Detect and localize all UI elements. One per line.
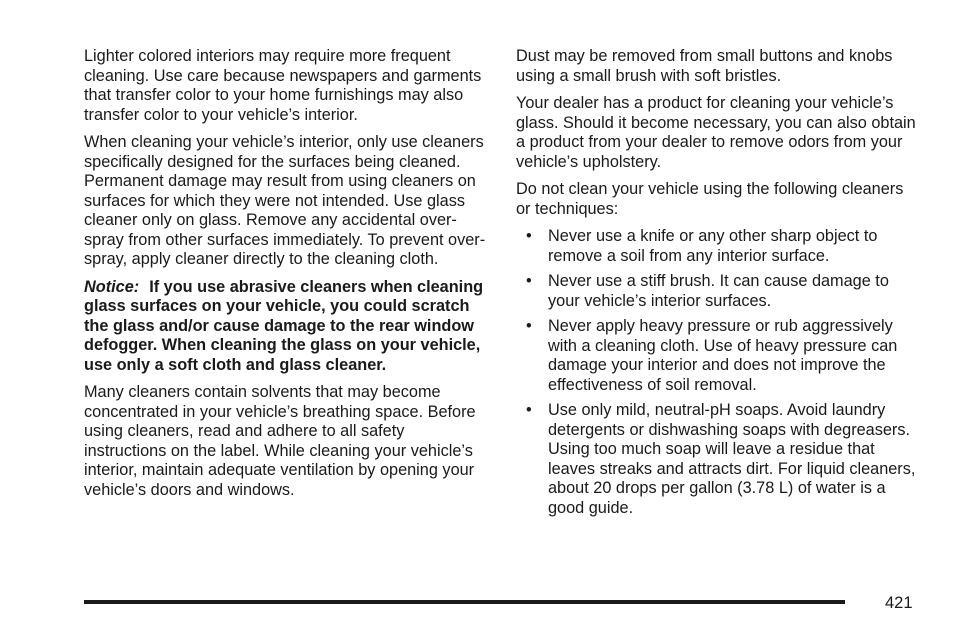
paragraph-dealer-product: Your dealer has a product for cleaning your vehicle’s glass. Should it become necessary, you can also obtain a product from your dealer to remove odors from your vehicle’s upholstery. — [516, 94, 916, 171]
notice-label: Notice: — [84, 277, 140, 296]
paragraph-interior-colors: Lighter colored interiors may require more frequent cleaning. Use care because newspapers and garments that transfer color to your home furnishings may also transfer color to your vehicle’s interior. — [84, 47, 482, 124]
list-item — [516, 317, 920, 395]
paragraph-cleaner-usage: When cleaning your vehicle’s interior, only use cleaners specifically designed for the surfaces being cleaned. Permanent damage may result from using cleaners on surfaces for which they were not intended. Use glass cleaner only on glass. Remove any accidental over-spray from other surfaces immediately. To prevent over-spray, apply cleaner directly to the cleaning cloth. — [84, 133, 486, 268]
list-item — [516, 272, 920, 311]
paragraph-ventilation: Many cleaners contain solvents that may become concentrated in your vehicle’s breathing space. Before using cleaners, read and adhere to all safety instructions on the label. While cleaning your vehicle’s interior, maintain adequate ventilation by opening your vehicle’s doors and windows. — [84, 383, 476, 499]
list-item — [516, 401, 920, 518]
page-number: 421 — [885, 594, 913, 612]
paragraph-do-not-clean: Do not clean your vehicle using the following cleaners or techniques: — [516, 180, 904, 218]
paragraph-dust-removal: Dust may be removed from small buttons and knobs using a small brush with soft bristles. — [516, 47, 893, 85]
notice-block — [84, 278, 488, 376]
list-item-text: Never use a knife or any other sharp object to remove a soil from any interior surface. — [548, 227, 878, 265]
cleaning-warnings-list — [516, 227, 920, 518]
bullet-icon: • — [526, 401, 532, 419]
notice-text: If you use abrasive cleaners when cleaning glass surfaces on your vehicle, you could scratch the glass and/or cause damage to the rear window defogger. When cleaning the glass on your vehicle, use only a soft cloth and glass cleaner. — [84, 277, 484, 374]
right-column — [516, 47, 920, 524]
list-item — [516, 227, 920, 266]
footer-rule — [84, 600, 845, 604]
bullet-icon: • — [526, 317, 532, 335]
bullet-icon: • — [526, 272, 532, 290]
bullet-icon: • — [526, 227, 532, 245]
list-item-text: Never apply heavy pressure or rub aggressively with a cleaning cloth. Use of heavy pressure can damage your interior and does not improve the effectiveness of soil removal. — [548, 317, 898, 394]
list-item-text: Never use a stiff brush. It can cause damage to your vehicle’s interior surfaces. — [548, 272, 889, 310]
list-item-text: Use only mild, neutral-pH soaps. Avoid laundry detergents or dishwashing soaps with degreasers. Using too much soap will leave a residue that leaves streaks and attracts dirt. For liquid cleaners, about 20 drops per gallon (3.78 L) of water is a good guide. — [548, 401, 916, 517]
left-column — [84, 47, 488, 508]
